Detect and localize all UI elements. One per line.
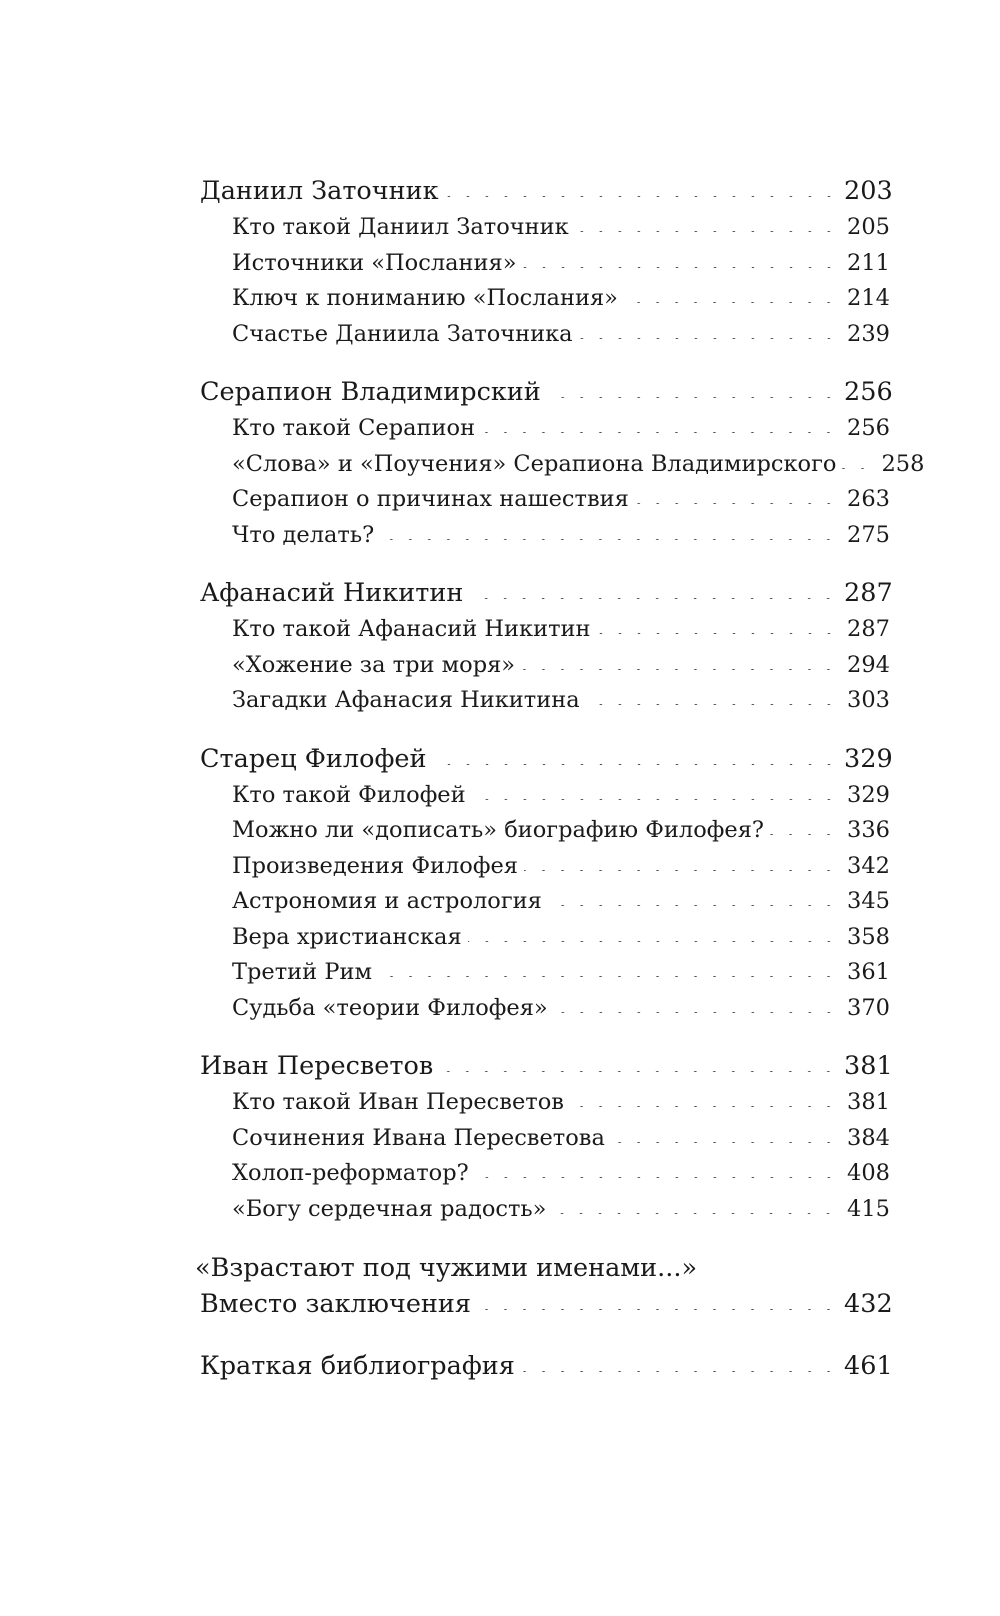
toc-conclusion-entry[interactable] — [195, 1251, 893, 1323]
page-number: 345 — [847, 888, 890, 914]
dot-leader — [524, 870, 838, 871]
page-number: 432 — [844, 1289, 893, 1319]
dot-leader — [611, 1142, 838, 1143]
toc-subentry[interactable] — [200, 1192, 890, 1228]
dot-leader — [469, 598, 838, 599]
toc-section — [200, 574, 893, 719]
toc-subentry[interactable] — [200, 482, 890, 518]
toc-subentry[interactable] — [200, 778, 890, 814]
dot-leader — [586, 704, 838, 705]
subentry-title: «Хожение за три моря» — [232, 651, 516, 678]
subentry-title: «Богу сердечная радость» — [232, 1195, 547, 1222]
dot-leader — [597, 633, 838, 634]
toc-subentry[interactable] — [200, 991, 890, 1027]
toc-subentry[interactable] — [200, 246, 890, 282]
dot-leader — [579, 338, 838, 339]
page-number: 214 — [847, 285, 890, 311]
dot-leader — [481, 432, 838, 433]
page-number: 205 — [847, 214, 890, 240]
dot-leader — [521, 1371, 838, 1372]
subentry-title: Можно ли «дописать» биографию Филофея? — [232, 817, 764, 843]
toc-section — [200, 1047, 893, 1227]
page-number: 294 — [847, 651, 890, 678]
toc-subentry[interactable] — [200, 1121, 890, 1157]
page-number: 329 — [844, 743, 893, 774]
subentry-title: Загадки Афанасия Никитина — [232, 687, 580, 713]
chapter-title: Афанасий Никитин — [200, 578, 464, 608]
toc-chapter-entry[interactable] — [200, 1047, 893, 1085]
toc-section — [200, 172, 893, 352]
subentry-title: Третий Рим — [232, 959, 372, 985]
page-number: 275 — [847, 521, 890, 548]
page-number: 258 — [881, 450, 925, 477]
toc-subentry[interactable] — [200, 612, 890, 648]
chapter-title: Иван Пересветов — [200, 1051, 434, 1081]
dot-leader — [548, 905, 838, 906]
toc-section — [200, 1347, 893, 1385]
conclusion-row — [200, 1285, 893, 1323]
toc-chapter-entry[interactable] — [200, 574, 893, 612]
toc-subentry[interactable] — [200, 210, 890, 246]
toc-subentry[interactable] — [200, 648, 890, 684]
subentry-title: Холоп-реформатор? — [232, 1160, 469, 1186]
dot-leader — [380, 539, 838, 540]
dot-leader — [570, 1106, 838, 1107]
page-number: 287 — [847, 616, 890, 642]
dot-leader — [523, 267, 839, 268]
dot-leader — [624, 302, 838, 303]
subentry-title: Ключ к пониманию «Послания» — [232, 285, 618, 311]
page-number: 329 — [847, 781, 890, 808]
page-number: 287 — [844, 578, 893, 608]
chapter-title: Серапион Владимирский — [200, 377, 541, 407]
subentry-title: Вера христианская — [232, 923, 462, 950]
page-number: 361 — [847, 959, 890, 985]
subentry-title: Судьба «теории Филофея» — [232, 994, 548, 1021]
dot-leader — [468, 941, 838, 942]
dot-leader — [439, 1071, 838, 1072]
toc-subentry[interactable] — [200, 411, 890, 447]
subentry-title: Астрономия и астрология — [232, 888, 542, 914]
dot-leader — [472, 799, 838, 800]
subentry-title: Источники «Послания» — [232, 249, 517, 276]
dot-leader — [554, 1012, 838, 1013]
page-number: 408 — [847, 1160, 890, 1186]
toc-subentry[interactable] — [200, 813, 890, 849]
subentry-title: Что делать? — [232, 521, 375, 548]
table-of-contents — [195, 172, 925, 1406]
chapter-title: Даниил Заточник — [200, 176, 439, 206]
page-number: 336 — [847, 817, 890, 843]
page-number: 384 — [847, 1124, 890, 1151]
page-number: 342 — [847, 852, 890, 879]
toc-chapter-entry[interactable] — [200, 172, 893, 210]
subentry-title: Кто такой Серапион — [232, 415, 476, 441]
page-number: 256 — [847, 415, 890, 441]
page-number: 256 — [844, 377, 893, 407]
page-number: 263 — [847, 486, 890, 512]
conclusion-title-line1: «Взрастают под чужими именами...» — [195, 1253, 698, 1283]
dot-leader — [521, 669, 838, 670]
dot-leader — [635, 503, 838, 504]
toc-subentry[interactable] — [200, 281, 890, 317]
subentry-title: Счастье Даниила Заточника — [232, 320, 573, 347]
dot-leader — [477, 1309, 838, 1310]
conclusion-title-line2: Вместо заключения — [200, 1289, 471, 1319]
subentry-title: Произведения Филофея — [232, 852, 518, 879]
subentry-title: Сочинения Ивана Пересветова — [232, 1124, 605, 1151]
toc-subentry[interactable] — [200, 1156, 890, 1192]
subentry-title: Кто такой Афанасий Никитин — [232, 616, 591, 642]
page-number: 381 — [844, 1051, 893, 1081]
bibliography-title: Краткая библиография — [200, 1351, 515, 1381]
subentry-title: Серапион о причинах нашествия — [232, 486, 629, 512]
page-number: 203 — [844, 176, 893, 206]
subentry-title: Кто такой Даниил Заточник — [232, 214, 569, 240]
subentry-title: «Слова» и «Поучения» Серапиона Владимирского — [232, 450, 837, 477]
toc-subentry[interactable] — [200, 317, 890, 353]
chapter-title: Старец Филофей — [200, 743, 427, 774]
page-number: 303 — [847, 687, 890, 713]
dot-leader — [770, 834, 838, 835]
page-number: 381 — [847, 1089, 890, 1115]
toc-subentry[interactable] — [200, 683, 890, 719]
page-number: 358 — [847, 923, 890, 950]
toc-subentry[interactable] — [200, 849, 890, 885]
page-number: 239 — [847, 320, 890, 347]
subentry-title: Кто такой Иван Пересветов — [232, 1089, 564, 1115]
page-number: 211 — [847, 249, 890, 276]
dot-leader — [378, 976, 838, 977]
page-number: 415 — [847, 1195, 890, 1222]
dot-leader — [842, 468, 872, 469]
subentry-title: Кто такой Филофей — [232, 781, 466, 808]
toc-subentry[interactable] — [200, 1085, 890, 1121]
dot-leader — [575, 231, 838, 232]
toc-bibliography-entry[interactable] — [200, 1347, 893, 1385]
dot-leader — [433, 764, 839, 765]
toc-section — [200, 373, 925, 553]
toc-chapter-entry[interactable] — [200, 373, 893, 411]
toc-subentry[interactable] — [200, 518, 890, 554]
page-number: 370 — [847, 994, 890, 1021]
dot-leader — [547, 397, 838, 398]
toc-section — [200, 740, 893, 1027]
toc-subentry[interactable] — [200, 955, 890, 991]
dot-leader — [445, 196, 838, 197]
page-number: 461 — [844, 1351, 893, 1381]
toc-subentry[interactable] — [200, 447, 925, 483]
toc-subentry[interactable] — [200, 884, 890, 920]
toc-chapter-entry[interactable] — [200, 740, 893, 778]
dot-leader — [552, 1213, 838, 1214]
toc-subentry[interactable] — [200, 920, 890, 956]
dot-leader — [475, 1177, 838, 1178]
